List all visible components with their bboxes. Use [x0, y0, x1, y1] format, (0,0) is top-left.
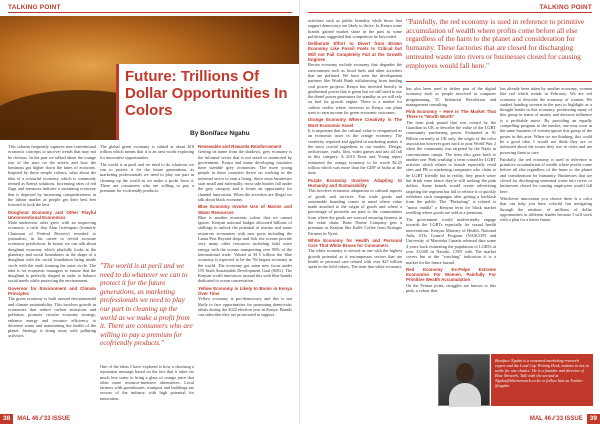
subheading: Orange Economy Where Creativity is The Most Economic Asset — [308, 117, 402, 128]
subheading: Governor for Environment and Climate Principles — [8, 285, 96, 297]
pull-quote-right: "Painfully, the red economy is used in reference to primitive accumulation of wealth where profits come before all else regardless of the harm to the planet and consideration for humanity. These factories that are closed for discharging untreated waste into rivers or businesses closed for causing employees would fall here." — [406, 18, 592, 82]
article-title: Future: Trillions Of Dollar Opportunities In Colors — [125, 68, 288, 119]
right-column-3 — [500, 86, 592, 350]
byline: By Boniface Ngahu — [190, 130, 250, 137]
header-rule-left — [8, 12, 292, 13]
paragraph: Getting its name from the shadows, grey economy is the informal sector that is not taxed or monitored by government. Kenya and many developing countries have sizeable grey economies. The more young people in these countries thrive on working in the informal sector to earn a living. Since most businesses start small and informally, most side hustles fall under the grey category and it forms an opportunity for channel innovation. When the activities are illegal we talk about black economy. — [198, 149, 292, 202]
issue-label-left: MAL 46 ⁄⁄ 33 ISSUE — [17, 416, 71, 422]
left-column-1 — [8, 144, 96, 412]
paragraph: Blue is another economic colour that we cannot ignore. Kenyan national budget allocated billions of shillings to unlock the potential of marine and water resources economies with new ports including the Lamu Port Beyond ships and fish, the oceans provide very many other resources including tidal wave energy with the oceans transporting over 90% of the international trade. Valued at $1.5 trillion the blue economy is expected to be the 7th largest economy in the world. The economy got some new focus under UN Sixth Sustainable Development Goal (SDG). The Kenyan world innovators around this with blue brands dedicated to ocean conservation. — [198, 214, 292, 284]
paragraph: This involves economic adaptation to cultural aspects of goods and services. Fair trade goods and sustainable branding comes in mind where value made attached to the origin of goods and where a percentage of proceeds are paid to the communities from where the goods are sourced ensuring fairness in the value chain. Bean Theme Company gets a premium in Kenyan like Kaffe Coffee from Kisinger Farmers in Nyeri. — [308, 188, 402, 236]
paragraph: Whichever innovation you choose there is a color that can help you have colorful fun navigating through the rainbow of millions of dollar opportunities in different shades because I will work with a plan for a better future. — [500, 195, 592, 223]
paragraph: activities such as public brutality while those that support democracy are likely to thrive. In Kenya some brands gained market share in the past as some politicians suggested that competitors be boycotted. — [308, 18, 402, 39]
subheading: Doughnut Economy and Other Playful Unconventional Economics — [8, 209, 96, 220]
footer-right — [530, 414, 600, 424]
paragraph: Brown economy include economy that degrades the environment such as fossil fuels and other activities that are polluted. We have seen the development partners like World Bank withdrawing from funding coal power projects. Kenya has invested heavily in geothermal power that is green but we still need to use the diesel power generators for standby as we still rely on fuel for growth engine. There is a market for carbon credits where investors in Kenya can plant trees to earn income for green economic outcomes. — [308, 62, 402, 116]
subheading: Red Economy Ex-Pelpe Extreme Economies For Women, Painfully For Primitive Wealth Accumulation — [406, 266, 496, 283]
paragraph: The global green economy is valued at about $10 trillion which means that it is an area worth exploring for innovative opportunities. — [100, 144, 194, 160]
paragraph: This column frequently captures non-conventional economic concepts to uncover trends that may not be obvious. In the past we talked about the orange rise of the stars on the streets and how the luminous got higher down the lanes of economy. Inspired by these simple colours, what about the idea of a colourful economy, which is commonly termed as Kenya solutions. Increasing rates of red flags and measures indicate a sustaining economy that is depicted by increasing competitiveness in the labour market as people get their best feet forward to look the best. — [8, 144, 96, 208]
paragraph: It is important that the cultural value is reorganised as an economic asset in the orange economy. The creativity required and applied in marketing makes it the most crucial ingredient to our market. Design, architecture, crafts, film, video games and arts all fall in this category. A 2015 Ernst and Young report estimated the orange economy to be worth $2.25 trillion which was more than the GDP of India at the time. — [308, 127, 402, 176]
subheading: White Economy for Health and Personal Care That White Brows for Consumers — [308, 237, 402, 249]
author-photo-head — [456, 363, 474, 383]
author-photo — [438, 354, 490, 406]
left-column-3 — [198, 144, 292, 412]
page-number-left: 38 — [0, 414, 13, 424]
subheading: Pink Economy – Here Is The Market That There Is "Worth Worth" — [406, 109, 496, 120]
paragraph: Yellow economy is pro-democracy and this is not likely to face opportunities for promoting democratic ideals during the 2022 election year in Kenya. Brands can subscribe they are prosecuted to support — [198, 296, 292, 318]
paragraph: The term pink pound that was coined by the Guardian in UK to describe the value of the LGBT community purchasing power. Estimated at 81 Billion currently in UK only, the origin of the color association however goes back to post World War 2 when the community was targeted by the Nazis in concentration camps. The term also gave birth to another one 'Pink washing' a term coined by LGBT activists which relates to brands especially retail sites and PR or marketing companies who claim to be LGBT friendly but in reality, they peach water but drink wine hence they're still seeking the pink dollars. Some brands would create advertising targeting the segment but fail to release it or quickly withdraw such campaigns after getting a backlash from the public. The "Pinkalong" is related to "moist vanilla" a Kenyan term for black market reselling where goods are sold at a premium. — [406, 119, 496, 215]
hero-image — [0, 16, 300, 140]
paragraph: One of the ideas I have explored is how a choosing a reputation message based on the fact that it takes far much less water to bring a glass of orange juice that other more resource-intensive alternatives. Local farmers with greenhouses, transport and buildings are sectors of the industry with high potential for innovation. — [100, 364, 194, 401]
paragraph: has already been taken by another economy, women like red which trends in February. We are red economy to describe the economy of women. We studied handing women in the past to highlight as a thought leader in this economy, positioning many of this group in terms of money and decision influence is a profitable move. By providing an equally compelling program to the market, one may soon in the same business of women ignore this group of the power in this area. When we are thinking, this could be a good idea, I would not think they are so informed about the issues they rise in cities and are powering them to care. — [500, 86, 592, 155]
paragraph: On the Fenton point, struggles are known to this pink, a colour that — [406, 282, 496, 293]
section-tag-left: TALKING POINT — [8, 4, 61, 11]
paragraph: The world is at peril and we need to do whatever we can to protect it for the future generations, as marketing professionals we need to play our part in cleaning up the world as we make a profit from it. There are consumers who are willing to pay a premium for ecofriendly products. — [100, 161, 194, 194]
paragraph: The white economy is viewed as one with the highest growth potential as it encompasses sectors that are health or personal care related with over $27 trillion spent in the field values. The term that white economy — [308, 248, 402, 270]
paragraph: The government would inadvertently engage towards the LGBTs especially for sexual health interventions. Kenyan Ministry of Health, National Aids, STIs Control Program (NASCOP) and University of Manitoba Canada released data some 3 years back estimating the population of LGBTs at over 33,000 in Nairobi. CNN with The market covers but at the "watching" indication it is a market for the future hazard. — [406, 217, 496, 265]
subheading: Blue Economy Involve Use of Marine and Water Resources — [198, 204, 292, 215]
pull-quote-left: "The world is at peril and we need to do whatever we can to protect it for the future generations, as marketing professionals we need to play our part in cleaning up the world as we make a profit from it. There are consumers who are willing to pay a premium for ecofriendly products." — [100, 262, 193, 348]
paragraph: Painfully, the red economy is used in reference to primitive accumulation of wealth where profits come before all else regardless of the harm to the planet and consideration for humanity. Businesses that are closed for discharging untreated waste into rivers or businesses closed for causing employees would fall here. — [500, 156, 592, 194]
subheading: Purple Economy Involves Adapting to Humanity and Sustainability — [308, 177, 402, 188]
left-column-2 — [100, 144, 194, 260]
paragraph: has also been used to define part of the digital economy such as people involved in computer programming, IT, Industrial Revolution and management consulting. — [406, 86, 496, 107]
subheading: Deliberate Effort to Divert from Brown Economy Like Fossil Fuels Is Critical but Will not Fail Completely Fail at the Growth Engines — [308, 41, 402, 63]
header-rule-right — [308, 12, 592, 13]
author-photo-body — [449, 383, 481, 407]
issue-label-right: MAL 46 ⁄⁄ 33 ISSUE — [529, 416, 583, 422]
paragraph: The green economy is built around environmental and climate sustainability. This involves growth in economies that reduce carbon emissions and pollution, promote circular economy strategy, enhance energy and resource efficiency to decrease waste and maintaining the health of the planet. Strategy is doing away with polluting activities. — [8, 296, 96, 339]
author-bio: Boniface Ngahu is a seasoned marketing research expert and the Lead Cap Writing Desk, nations to not to settle for one chance. He is a founder and director of Blue Network. Talk with the second at Ngahu@bluenetwork.co.ke or follow him on Twitter: @ngahu — [491, 354, 593, 406]
footer-left — [0, 414, 70, 424]
paragraph: Mala underwear sales grew with an improving economy, a trick that Alan Greenspan (formerly Chairman of Federal Reserve) revealed to journalists, in his career to reveal accurate economic predictions. In future we can talk about doughnut economy which playfully looks at the planetary and social boundaries in the shape of a doughnut with the social foundation being inside circle with the earth forming the outer circle. The idea is for economic managers to ensure that the doughnut is perfectly shaped in order to balance social needs while protecting the environment. — [8, 220, 96, 284]
left-column-2-lower — [100, 364, 194, 412]
subheading: Yellow Economy is Likely to Boom in Kenya Over Time — [198, 285, 292, 297]
section-tag-right: TALKING POINT — [539, 4, 592, 11]
page-number-right: 39 — [587, 414, 600, 424]
title-box — [116, 64, 300, 140]
right-column-1 — [308, 18, 402, 412]
subheading: Renewable and Rewards Reinforcement — [198, 144, 282, 149]
